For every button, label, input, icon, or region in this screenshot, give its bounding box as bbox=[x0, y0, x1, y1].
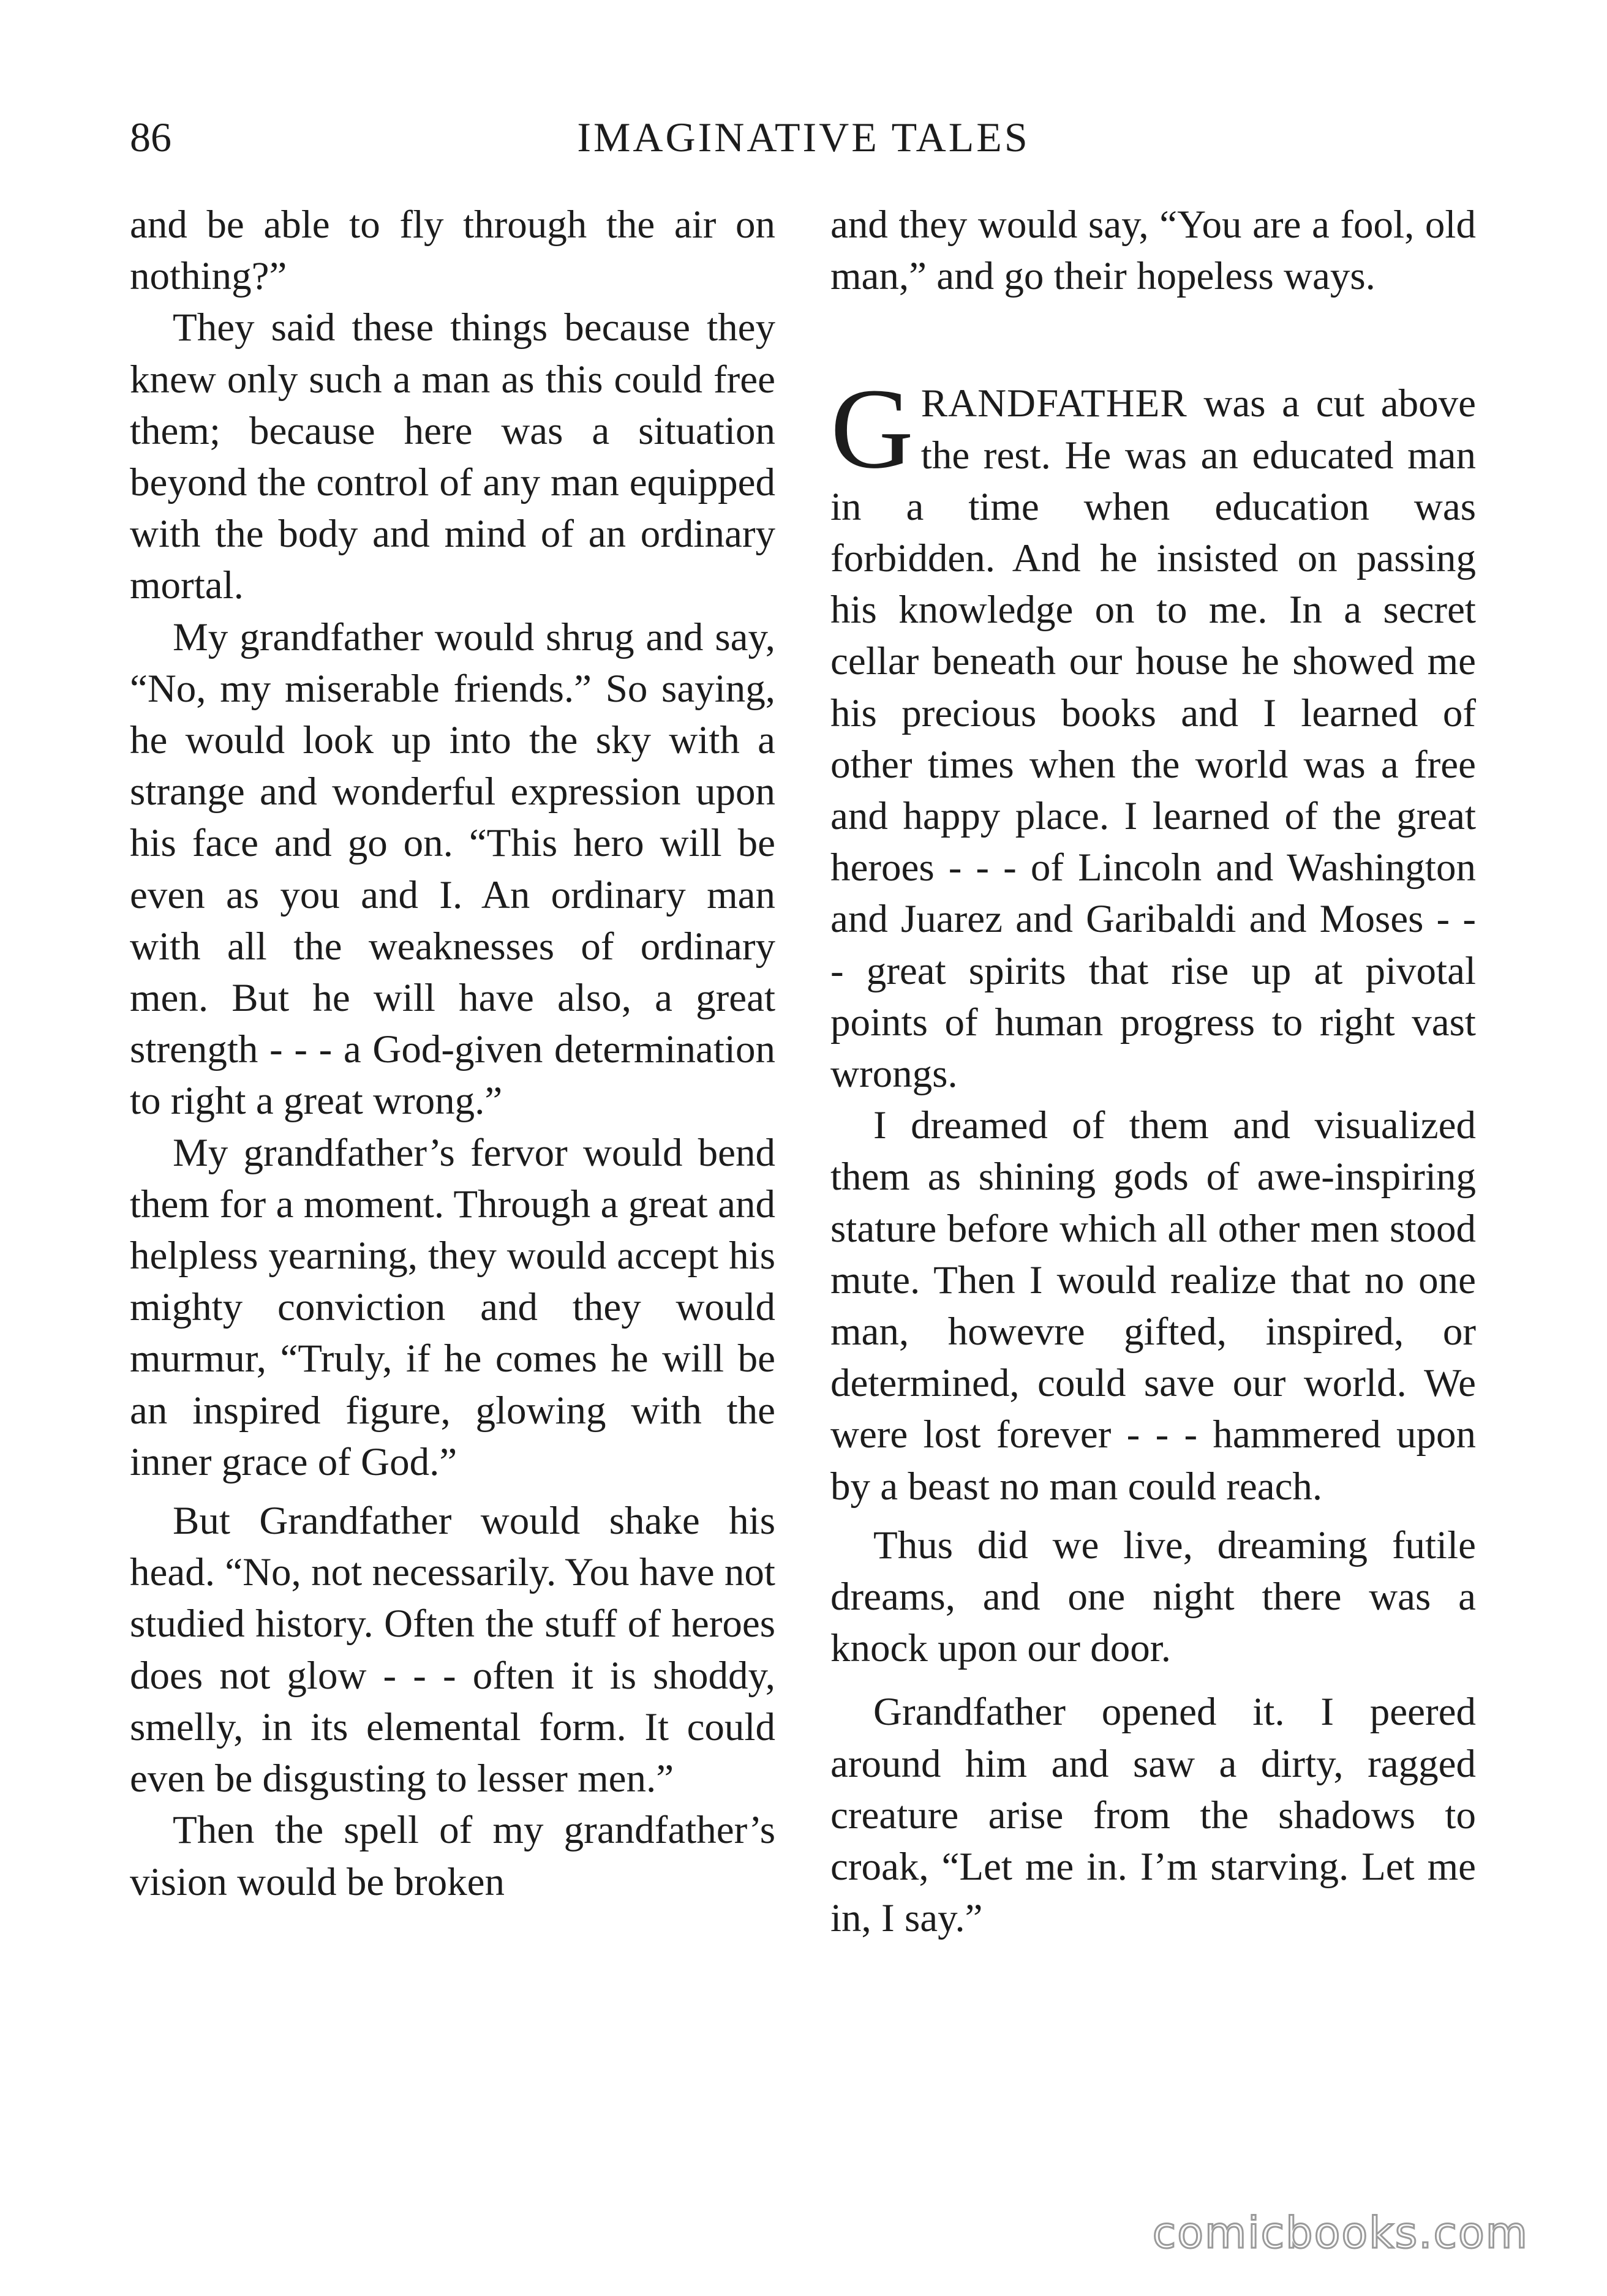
paragraph-text: was a cut above the rest. He was an educated man in a time when education was forbidden. And he insisted on passing his knowledge on to me. In a secret cellar beneath our house he showed me his precious books and I learned of other times when the world was a free and happy place. I learned of the great heroes - - - of Lincoln and Washington and Juarez and Garibaldi and Moses - - - great spirits that rise up at pivotal points of human progress to right vast wrongs. bbox=[830, 381, 1476, 1097]
drop-cap: G bbox=[830, 364, 914, 493]
left-column bbox=[130, 199, 775, 1908]
paragraph: But Grandfather would shake his head. “No, not necessarily. You have not studied history. Often the stuff of heroes does not glow - - - often it is shoddy, smelly, in its elemental form. It could even be disgusting to lesser men.” bbox=[130, 1499, 775, 1801]
paragraph: Grandfather opened it. I peered around him and saw a dirty, ragged creature arise from the shadows to croak, “Let me in. I’m starving. Let me in, I say.” bbox=[830, 1690, 1476, 1941]
paragraph: Then the spell of my grandfather’s vision would be broken bbox=[130, 1808, 775, 1904]
paragraph: They said these things because they knew only such a man as this could free them; because here was a situation beyond the control of any man equipped with the body and mind of an ordinary mortal. bbox=[130, 306, 775, 608]
paragraph: and they would say, “You are a fool, old man,” and go their hopeless ways. bbox=[830, 203, 1476, 299]
watermark: comicbooks.com bbox=[1152, 2208, 1529, 2258]
small-caps-lead: RANDFATHER bbox=[920, 381, 1187, 426]
paragraph: My grandfather would shrug and say, “No, my miserable friends.” So saying, he would look up into the sky with a strange and wonderful expression upon his face and go on. “This hero will be even as you and I. An ordinary man with all the weaknesses of ordinary men. But he will have also, a great strength - - - a God-given determination to right a great wrong.” bbox=[130, 615, 775, 1124]
paragraph: I dreamed of them and visualized them as shining gods of awe-inspiring stature before which all other men stood mute. Then I would realize that no one man, howevre gifted, inspired, or determined, could save our world. We were lost forever - - - hammered upon by a beast no man could reach. bbox=[830, 1103, 1476, 1509]
right-column bbox=[830, 199, 1476, 1945]
paragraph: My grandfather’s fervor would bend them for a moment. Through a great and helpless yearning, they would accept his mighty conviction and they would murmur, “Truly, if he comes he will be an inspired figure, glowing with the inner grace of God.” bbox=[130, 1130, 775, 1484]
running-head: IMAGINATIVE TALES bbox=[577, 114, 1030, 160]
page-number: 86 bbox=[130, 114, 171, 160]
paragraph: and be able to fly through the air on nothing?” bbox=[130, 203, 775, 299]
paragraph: Thus did we live, dreaming futile dreams, and one night there was a knock upon our door. bbox=[830, 1523, 1476, 1671]
section-opening-paragraph bbox=[830, 364, 1476, 1100]
